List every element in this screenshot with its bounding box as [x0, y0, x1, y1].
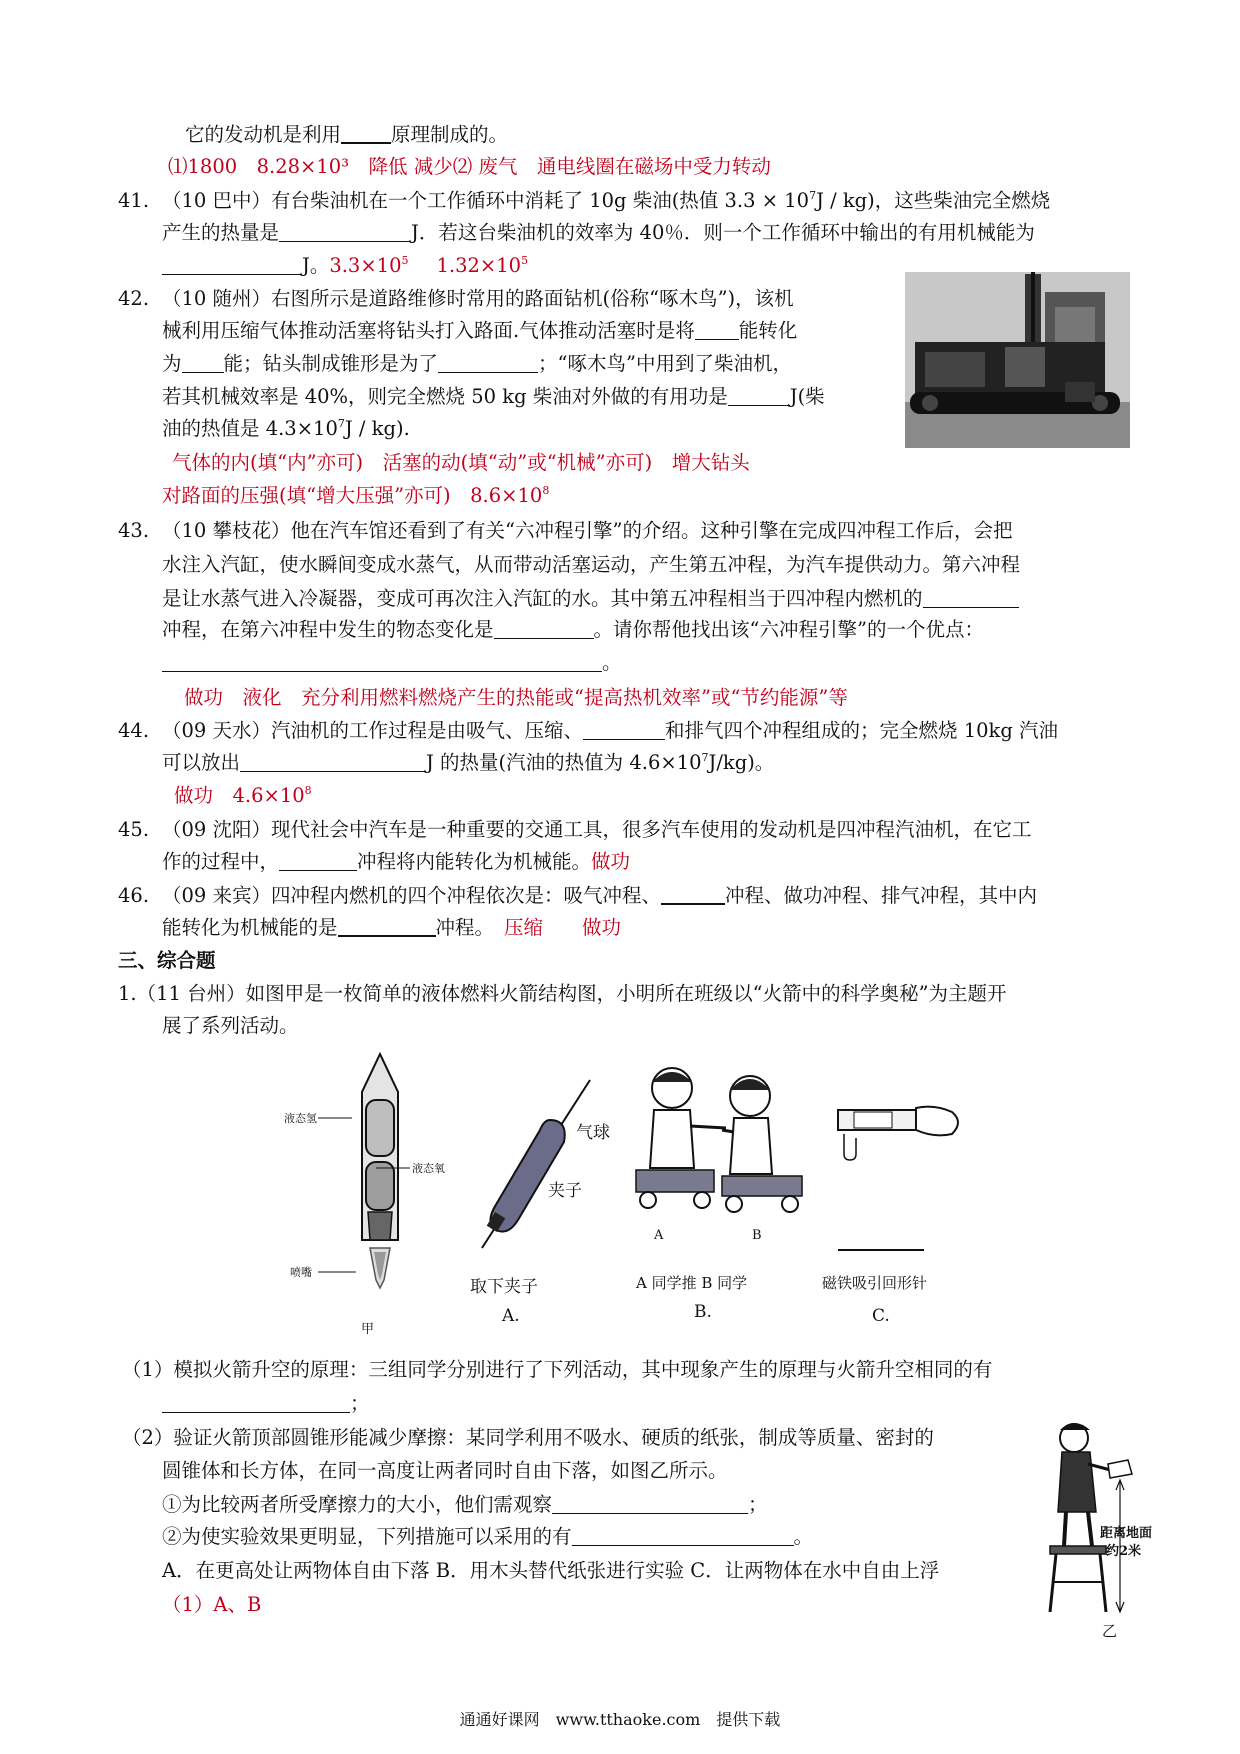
fill-blank: [695, 319, 739, 340]
superscript: 8: [542, 484, 550, 497]
superscript: 8: [304, 784, 312, 797]
q42-text: 若其机械效率是 40%，则完全燃烧 50 kg 柴油对外做的有用功是: [162, 385, 728, 408]
question-number: 41.: [118, 189, 150, 212]
q41-line2: [162, 218, 1035, 248]
person-on-stool-figure: [1036, 1416, 1144, 1616]
student-b-label: B: [752, 1228, 762, 1243]
q42-text: J / kg).: [344, 417, 410, 440]
answer-text: 3.3×10: [329, 254, 402, 277]
q41-text: 产生的热量是: [162, 221, 280, 244]
intro-answer: ⑴1800 8.28×10³ 降低 减少⑵ 废气 通电线圈在磁场中受力转动: [168, 155, 771, 178]
intro-text: 它的发动机是利用: [185, 123, 342, 146]
superscript: 5: [401, 254, 409, 267]
figure-c-caption: C.: [872, 1306, 890, 1326]
q46-line2: [162, 913, 621, 943]
q45-text: 冲程将内能转化为机械能。: [357, 850, 592, 873]
fill-blank: [661, 883, 725, 905]
q44-text: 可以放出: [162, 751, 241, 774]
fill-blank: [494, 618, 594, 639]
superscript: 7: [701, 751, 709, 764]
q42-line1: [118, 284, 794, 314]
q44-text: J 的热量(汽油的热值为 4.6×10: [426, 751, 702, 774]
fill-blank: [162, 1392, 350, 1413]
q46-text: （09 来宾）四冲程内燃机的四个冲程依次是：吸气冲程、: [162, 884, 662, 907]
sub2-line4: [162, 1522, 813, 1552]
q42-text: 械利用压缩气体推动活塞将钻头打入路面.气体推动活塞时是将: [162, 319, 695, 342]
q41-line3: [162, 251, 528, 281]
question-number: 43.: [118, 519, 150, 542]
q43-text: 。: [602, 651, 622, 674]
sub2-line5: A．在更高处让两物体自由下落 B．用木头替代纸张进行实验 C．让两物体在水中自由上浮: [162, 1559, 940, 1582]
figure-yi-caption: 乙: [1102, 1622, 1118, 1640]
answer-text: 1.32×10: [436, 254, 522, 277]
q42-line2: [162, 316, 797, 346]
q42-text: （10 随州）右图所示是道路维修时常用的路面钻机(俗称“啄木鸟”)，该机: [162, 287, 794, 310]
height-label-2: 约2米: [1106, 1544, 1142, 1559]
road-drill-photo: [905, 272, 1130, 448]
q42-text: ；“啄木鸟”中用到了柴油机，: [538, 352, 792, 375]
q43-line2: 水注入汽缸，使水瞬间变成水蒸气，从而带动活塞运动，产生第五冲程，为汽车提供动力。第六冲程: [162, 553, 1021, 576]
fill-blank: [923, 587, 1019, 608]
q44-text: J/kg)。: [708, 751, 775, 774]
sub1-line2: [162, 1389, 370, 1419]
q43-text: 。请你帮他找出该“六冲程引擎”的一个优点：: [593, 618, 984, 641]
q42-text: 能转化: [738, 319, 798, 342]
q44-line2: [162, 748, 774, 778]
p1-line1: 1.（11 台州）如图甲是一枚简单的液体燃料火箭结构图，小明所在班级以“火箭中的科学奥秘”为主题开: [118, 982, 1007, 1005]
q41-answer-2: [437, 254, 529, 277]
balloon-figure: [460, 1070, 610, 1250]
clip-label: 夹子: [548, 1181, 582, 1201]
fill-blank: [572, 1525, 794, 1546]
q41-answer-1: [329, 254, 408, 277]
intro-line: [185, 120, 508, 150]
fill-blank: [341, 122, 391, 144]
fill-blank: [182, 352, 224, 373]
q46-text: 冲程。: [435, 916, 495, 939]
q43-answer: 做功 液化 充分利用燃料燃烧产生的热能或“提高热机效率”或“节约能源”等: [184, 686, 848, 709]
question-number: 44.: [118, 719, 150, 742]
fill-blank: [583, 719, 665, 740]
page-footer: 通通好课网 www.tthaoke.com 提供下载: [459, 1710, 781, 1729]
q42-text: 油的热值是 4.3×10: [162, 417, 338, 440]
q42-answer-2: [162, 481, 549, 511]
sub2-text: ②为使实验效果更明显，下列措施可以采用的有: [162, 1525, 572, 1548]
q41-text: J / kg)，这些柴油完全燃烧: [816, 189, 1051, 212]
rocket-caption: 甲: [361, 1322, 375, 1337]
q45-line1: [118, 815, 1032, 845]
fill-blank: [338, 915, 436, 937]
figure-a-caption: A.: [502, 1306, 520, 1326]
height-label-1: 距离地面: [1100, 1526, 1153, 1541]
q44-text: （09 天水）汽油机的工作过程是由吸气、压缩、: [162, 719, 584, 742]
figure-b-caption: B.: [694, 1302, 712, 1322]
fill-blank: [552, 1493, 748, 1514]
sub2-text: ①为比较两者所受摩擦力的大小，他们需观察: [162, 1493, 553, 1516]
fill-blank: [279, 221, 411, 242]
q44-answer: [174, 781, 312, 811]
sub2-line1: （2）验证火箭顶部圆锥形能减少摩擦：某同学利用不吸水、硬质的纸张，制成等质量、密封的: [122, 1426, 934, 1449]
q43-text: 是让水蒸气进入冷凝器，变成可再次注入汽缸的水。其中第五冲程相当于四冲程内燃机的: [162, 587, 923, 610]
q43-line5: [162, 648, 622, 678]
sub1-text: ；: [350, 1392, 370, 1415]
answer-text: 做功 4.6×10: [174, 784, 305, 807]
figure-b-text: A 同学推 B 同学: [636, 1274, 748, 1292]
fill-blank: [728, 385, 790, 406]
q43-line1: [118, 516, 1012, 546]
sub2-text: ；: [748, 1493, 768, 1516]
sub2-line3: [162, 1490, 768, 1520]
sub2-text: 。: [793, 1525, 814, 1548]
q43-text: （10 攀枝花）他在汽车馆还看到了有关“六冲程引擎”的介绍。这种引擎在完成四冲程工作后，会把: [162, 519, 1013, 542]
superscript: 5: [521, 254, 529, 267]
q43-line4: [162, 615, 984, 645]
q41-text: J。: [302, 254, 330, 277]
sub2-line2: 圆锥体和长方体，在同一高度让两者同时自由下落，如图乙所示。: [162, 1459, 728, 1482]
question-number: 46.: [118, 884, 150, 907]
rocket-leader-lines: [318, 1110, 428, 1280]
q42-text: J(柴: [789, 385, 825, 408]
figure-c-text: 磁铁吸引回形针: [822, 1274, 928, 1292]
q42-line5: [162, 414, 410, 444]
q43-text: 冲程，在第六冲程中发生的物态变化是: [162, 618, 494, 641]
q46-text: 能转化为机械能的是: [162, 916, 338, 939]
sub1-line1: （1）模拟火箭升空的原理：三组同学分别进行了下列活动，其中现象产生的原理与火箭升空相同的有: [122, 1358, 993, 1381]
q46-line1: [118, 881, 1037, 911]
q45-line2: [162, 847, 630, 877]
balloon-label: 气球: [576, 1123, 610, 1143]
q43-line3: [162, 584, 1019, 614]
question-number: 45.: [118, 818, 150, 841]
students-pushing-figure: [622, 1058, 810, 1240]
q45-text: 作的过程中，: [162, 850, 280, 873]
q41-text: （10 巴中）有台柴油机在一个工作循环中消耗了 10g 柴油(热值 3.3 × 10: [162, 189, 810, 212]
q42-line3: [162, 349, 792, 379]
rocket-label-oxygen: 液态氧: [412, 1162, 445, 1175]
sub2-answer: （1）A、B: [162, 1593, 262, 1616]
fill-blank: [438, 352, 538, 373]
student-a-label: A: [654, 1228, 664, 1243]
fill-blank: [162, 651, 602, 672]
section-title: 三、综合题: [118, 949, 216, 972]
q42-answer-1: 气体的内(填“内”亦可) 活塞的动(填“动”或“机械”亦可) 增大钻头: [172, 451, 750, 474]
answer-text: 对路面的压强(填“增大压强”亦可) 8.6×10: [162, 484, 543, 507]
q46-text: 冲程、做功冲程、排气冲程，其中内: [725, 884, 1038, 907]
q45-text: （09 沈阳）现代社会中汽车是一种重要的交通工具，很多汽车使用的发动机是四冲程汽油机，在它工: [162, 818, 1032, 841]
fill-blank: [279, 850, 357, 871]
intro-text: 原理制成的。: [391, 123, 509, 146]
question-number: 42.: [118, 287, 150, 310]
superscript: 7: [337, 417, 345, 430]
q44-text: 和排气四个冲程组成的；完全燃烧 10kg 汽油: [665, 719, 1059, 742]
magnet-figure: [824, 1104, 969, 1254]
q42-text: 为: [162, 352, 182, 375]
q41-text: J．若这台柴油机的效率为 40％．则一个工作循环中输出的有用机械能为: [411, 221, 1035, 244]
q41-line1: [118, 186, 1050, 216]
superscript: 7: [809, 189, 817, 202]
q45-answer: 做功: [591, 850, 631, 873]
fill-blank: [240, 751, 426, 772]
q44-line1: [118, 716, 1058, 746]
q42-line4: [162, 382, 825, 412]
fill-blank: [162, 254, 302, 275]
rocket-label-hydrogen: 液态氢: [284, 1112, 317, 1125]
p1-line2: 展了系列活动。: [162, 1014, 299, 1037]
figure-a-text: 取下夹子: [470, 1277, 538, 1297]
rocket-label-nozzle: 喷嘴: [290, 1266, 312, 1279]
q46-answer: 压缩 做功: [504, 916, 622, 939]
q42-text: 能；钻头制成锥形是为了: [223, 352, 439, 375]
